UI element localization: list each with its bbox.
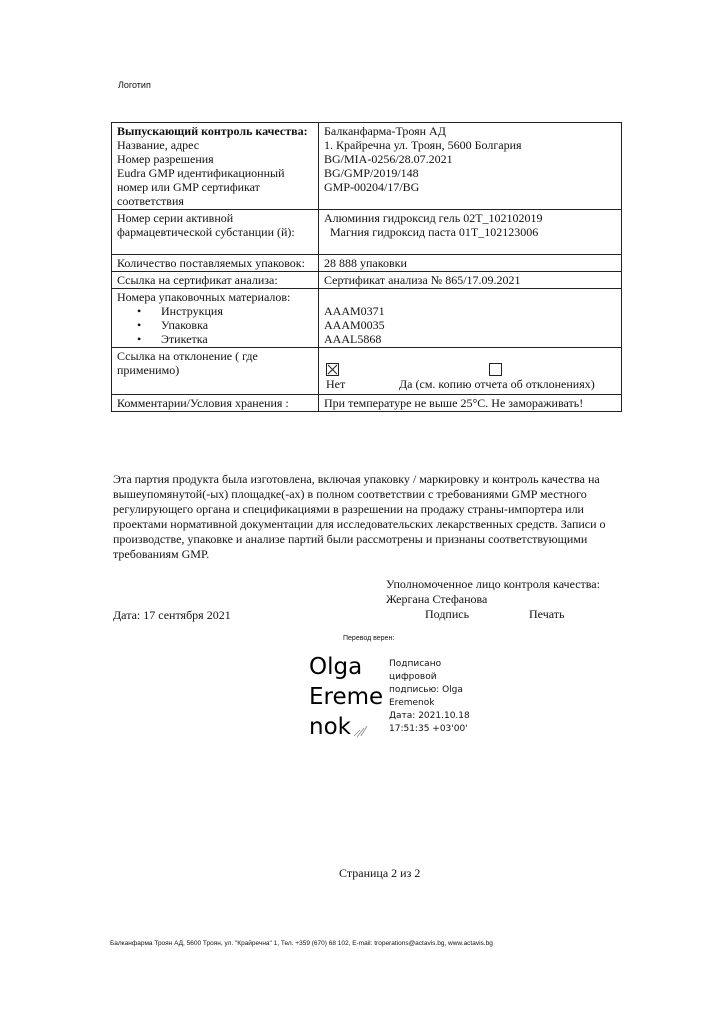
signature-label: Подпись bbox=[425, 607, 470, 621]
packaging-item-code: AAAL5868 bbox=[324, 332, 382, 346]
packaging-item-name: Этикетка bbox=[161, 332, 208, 346]
date-line: Дата: 17 сентября 2021 bbox=[113, 608, 231, 622]
footer-contacts: Балканфарма Троян АД, 5600 Троян, ул. "Крайречна" 1, Тел. +359 (670) 68 102, E-mail: troperations@actavis.bg, www.actavis.bg bbox=[110, 940, 493, 947]
stamp-label: Печать bbox=[529, 607, 565, 621]
signature-scribble-icon bbox=[352, 722, 370, 740]
batch-value-1: Алюминия гидроксид гель 02Т_102102019 bbox=[324, 211, 543, 225]
deviation-label: Ссылка на отклонение ( где применимо) bbox=[112, 348, 319, 395]
batch-value-2: Магния гидроксид паста 01Т_102123006 bbox=[330, 225, 539, 239]
certificate-label: Ссылка на сертификат анализа: bbox=[112, 272, 319, 289]
comments-label: Комментарии/Условия хранения : bbox=[112, 395, 319, 412]
list-item bbox=[117, 304, 313, 318]
issuer-address: 1. Крайречна ул. Троян, 5600 Болгария bbox=[324, 138, 522, 152]
certificate-table bbox=[111, 122, 622, 412]
checkbox-no[interactable] bbox=[326, 363, 339, 376]
bullet-icon: • bbox=[137, 332, 142, 346]
checkbox-yes[interactable] bbox=[489, 363, 502, 376]
issuer-heading: Выпускающий контроль качества: bbox=[117, 124, 308, 138]
issuer-label-permit: Номер разрешения bbox=[117, 152, 214, 166]
authorized-person-name: Жергана Стефанова bbox=[386, 592, 488, 606]
packaging-item-code: AAAM0035 bbox=[324, 318, 385, 332]
quantity-value: 28 888 упаковки bbox=[319, 255, 622, 272]
list-item bbox=[117, 318, 313, 332]
packaging-label: Номера упаковочных материалов: bbox=[117, 290, 291, 304]
issuer-gmp-permit: BG/GMP/2019/148 bbox=[324, 166, 419, 180]
packaging-codes-cell bbox=[319, 289, 622, 348]
issuer-mia: BG/MIA-0256/28.07.2021 bbox=[324, 152, 453, 166]
signature-name-line: Olga bbox=[309, 654, 363, 680]
packaging-label-cell bbox=[112, 289, 319, 348]
signature-info-line: Дата: 2021.10.18 bbox=[389, 711, 470, 721]
signature-info-line: цифровой bbox=[389, 672, 437, 682]
comments-row bbox=[112, 395, 622, 412]
packaging-item-code: AAAM0371 bbox=[324, 304, 385, 318]
list-item bbox=[117, 332, 313, 346]
page-number: Страница 2 из 2 bbox=[339, 866, 421, 880]
issuer-company: Балканфарма-Троян АД bbox=[324, 124, 446, 138]
bullet-icon: • bbox=[137, 318, 142, 332]
gmp-statement: Эта партия продукта была изготовлена, включая упаковку / маркировку и контроль качества на вышеупомянутой(-ых) площадке(-ах) в полном соответствии с требованиями GMP местного регулирующего органа и спецификациями в разрешении на продажу страны-импортера или проектами нормативной документации для исследовательских лекарственных средств. Записи о производстве, упаковке и анализе партий были рассмотрены и признаны соответствующими требованиям GMP. bbox=[113, 472, 606, 561]
deviation-yes-label: Да (см. копию отчета об отклонениях) bbox=[399, 377, 595, 391]
certificate-row bbox=[112, 272, 622, 289]
signature-info-line: Eremenok bbox=[389, 698, 435, 708]
certificate-value: Сертификат анализа № 865/17.09.2021 bbox=[319, 272, 622, 289]
issuer-label-gmp: Eudra GMP идентификационный номер или GMP сертификат соответствия bbox=[117, 166, 285, 208]
signature-info-line: 17:51:35 +03'00' bbox=[389, 724, 468, 734]
packaging-item-name: Инструкция bbox=[161, 304, 223, 318]
authorized-person-title: Уполномоченное лицо контроля качества: bbox=[386, 577, 600, 591]
deviation-options-cell bbox=[319, 348, 622, 395]
issuer-label-cell bbox=[112, 123, 319, 210]
issuer-value-cell bbox=[319, 123, 622, 210]
bullet-icon: • bbox=[137, 304, 142, 318]
deviation-row bbox=[112, 348, 622, 395]
batch-row bbox=[112, 210, 622, 255]
signature-info-line: подписью: Olga bbox=[389, 685, 463, 695]
issuer-row bbox=[112, 123, 622, 210]
digital-signature-name bbox=[309, 652, 383, 742]
packaging-row bbox=[112, 289, 622, 348]
digital-signature-info bbox=[389, 658, 489, 736]
deviation-no-label: Нет bbox=[326, 377, 346, 391]
batch-value-cell bbox=[319, 210, 622, 255]
quantity-row bbox=[112, 255, 622, 272]
signature-name-line: nok bbox=[309, 714, 351, 740]
comments-value: При температуре не выше 25°С. Не замораживать! bbox=[319, 395, 622, 412]
translation-note: Перевод верен: bbox=[343, 635, 395, 642]
quantity-label: Количество поставляемых упаковок: bbox=[112, 255, 319, 272]
signature-name-line: Ereme bbox=[309, 684, 384, 710]
packaging-item-name: Упаковка bbox=[161, 318, 209, 332]
issuer-gmp-cert: GMP-00204/17/BG bbox=[324, 180, 420, 194]
signature-info-line: Подписано bbox=[389, 659, 442, 669]
issuer-label-name: Название, адрес bbox=[117, 138, 200, 152]
batch-label: Номер серии активной фармацевтической субстанции (й): bbox=[112, 210, 319, 255]
logo-placeholder: Логотип bbox=[118, 80, 151, 90]
